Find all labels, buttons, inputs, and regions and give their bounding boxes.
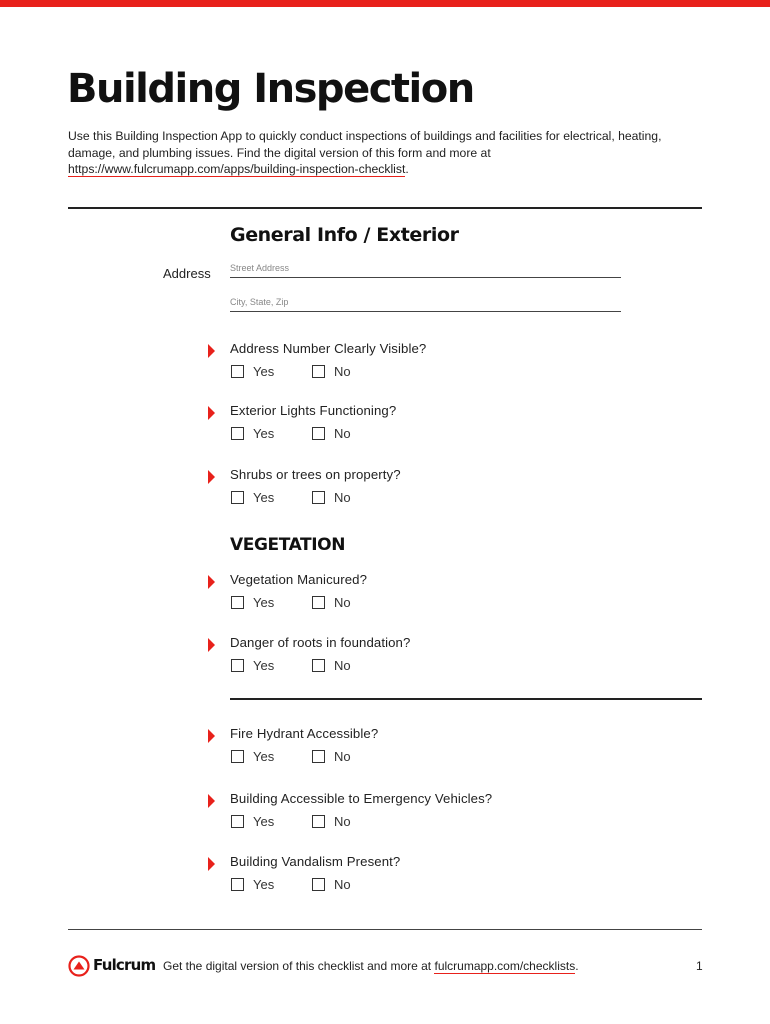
no-label: No [334, 877, 351, 892]
arrow-marker-icon [208, 344, 215, 358]
city-state-zip-field[interactable] [230, 298, 621, 312]
no-checkbox[interactable] [312, 878, 325, 891]
street-address-field[interactable] [230, 264, 621, 278]
no-label: No [334, 749, 351, 764]
no-checkbox[interactable] [312, 596, 325, 609]
arrow-marker-icon [208, 857, 215, 871]
city-state-zip-placeholder: City, State, Zip [230, 297, 289, 307]
yes-checkbox[interactable] [231, 491, 244, 504]
arrow-marker-icon [208, 729, 215, 743]
no-checkbox[interactable] [312, 365, 325, 378]
address-label: Address [163, 266, 211, 281]
question-fire-hydrant [0, 726, 770, 776]
question-label: Fire Hydrant Accessible? [230, 726, 379, 741]
question-label: Building Vandalism Present? [230, 854, 401, 869]
no-checkbox[interactable] [312, 659, 325, 672]
yes-checkbox[interactable] [231, 750, 244, 763]
footer-divider [68, 929, 702, 930]
question-roots-foundation [0, 635, 770, 685]
no-label: No [334, 595, 351, 610]
arrow-marker-icon [208, 575, 215, 589]
intro-link[interactable]: https://www.fulcrumapp.com/apps/building-inspection-checklist [68, 162, 406, 176]
top-accent-bar [0, 0, 770, 7]
no-checkbox[interactable] [312, 427, 325, 440]
yes-checkbox[interactable] [231, 596, 244, 609]
yes-label: Yes [253, 595, 275, 610]
yes-checkbox[interactable] [231, 365, 244, 378]
no-label: No [334, 658, 351, 673]
yes-label: Yes [253, 426, 275, 441]
footer-text [163, 959, 579, 973]
no-checkbox[interactable] [312, 491, 325, 504]
arrow-marker-icon [208, 406, 215, 420]
question-shrubs-trees [0, 467, 770, 517]
yes-checkbox[interactable] [231, 659, 244, 672]
arrow-marker-icon [208, 638, 215, 652]
no-label: No [334, 426, 351, 441]
footer-end: . [575, 959, 579, 973]
question-label: Shrubs or trees on property? [230, 467, 401, 482]
no-label: No [334, 490, 351, 505]
question-vegetation-manicured [0, 572, 770, 622]
intro-end: . [405, 162, 409, 176]
question-label: Exterior Lights Functioning? [230, 403, 397, 418]
yes-label: Yes [253, 749, 275, 764]
page-number: 1 [696, 959, 703, 973]
yes-checkbox[interactable] [231, 815, 244, 828]
question-label: Building Accessible to Emergency Vehicles? [230, 791, 493, 806]
yes-label: Yes [253, 364, 275, 379]
section-divider [230, 698, 702, 700]
question-label: Vegetation Manicured? [230, 572, 368, 587]
arrow-marker-icon [208, 794, 215, 808]
question-emergency-vehicles [0, 791, 770, 841]
section-title-general: General Info / Exterior [230, 224, 459, 246]
no-label: No [334, 364, 351, 379]
footer-message: Get the digital version of this checklist and more at [163, 959, 432, 973]
footer-link[interactable]: fulcrumapp.com/checklists [434, 959, 576, 973]
logo-wordmark: Fulcrum [93, 956, 156, 974]
yes-checkbox[interactable] [231, 427, 244, 440]
yes-checkbox[interactable] [231, 878, 244, 891]
question-exterior-lights [0, 403, 770, 453]
header-divider [68, 207, 702, 209]
page-title: Building Inspection [67, 66, 474, 112]
question-vandalism [0, 854, 770, 904]
arrow-marker-icon [208, 470, 215, 484]
question-label: Address Number Clearly Visible? [230, 341, 427, 356]
yes-label: Yes [253, 877, 275, 892]
no-checkbox[interactable] [312, 815, 325, 828]
yes-label: Yes [253, 658, 275, 673]
intro-paragraph [68, 128, 668, 178]
yes-label: Yes [253, 490, 275, 505]
section-title-vegetation: VEGETATION [230, 535, 346, 555]
question-label: Danger of roots in foundation? [230, 635, 411, 650]
question-address-number [0, 341, 770, 391]
no-label: No [334, 814, 351, 829]
fulcrum-logo-icon [68, 955, 90, 977]
yes-label: Yes [253, 814, 275, 829]
intro-text: Use this Building Inspection App to quickly conduct inspections of buildings and facilities for electrical, heating, damage, and plumbing issues. Find the digital version of this form and more at [68, 129, 662, 160]
street-address-placeholder: Street Address [230, 263, 290, 273]
no-checkbox[interactable] [312, 750, 325, 763]
